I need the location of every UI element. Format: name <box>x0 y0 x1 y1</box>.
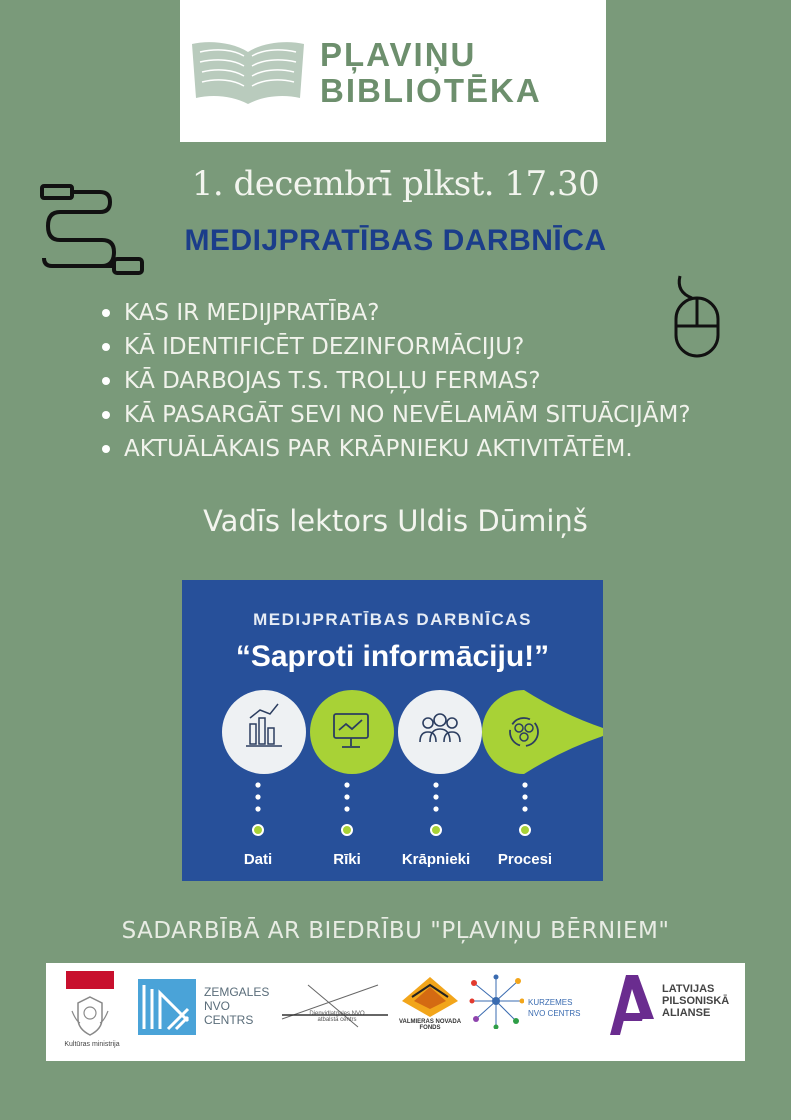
open-book-icon <box>188 38 308 108</box>
valmieras-logo-icon <box>400 975 460 1019</box>
banner-subtitle: MEDIJPRATĪBAS DARBNĪCAS <box>253 610 532 629</box>
partners-heading: SADARBĪBĀ AR BIEDRĪBU "PĻAVIŅU BĒRNIEM" <box>121 918 670 944</box>
category-label-krapnieki: Krāpnieki <box>401 851 471 868</box>
alianse-logo-icon <box>608 975 656 1037</box>
alianse-text: LATVIJAS PILSONISKĀ ALIANSE <box>662 983 730 1019</box>
category-label-dati: Dati <box>243 851 273 868</box>
flag-icon <box>66 971 114 989</box>
list-item: KĀ IDENTIFICĒT DEZINFORMĀCIJU? <box>100 330 780 364</box>
workshop-banner <box>182 580 603 881</box>
kurzemes-logo-icon <box>468 973 524 1029</box>
kultura-text: Kultūras ministrija <box>64 1041 120 1048</box>
valmieras-text: VALMIERAS NOVADA FONDS <box>398 1019 462 1031</box>
partners-logos <box>46 963 745 1061</box>
kurzemes-text: KURZEMES NVO CENTRS <box>528 998 581 1018</box>
topics-list <box>100 296 780 466</box>
people-icon <box>398 690 482 774</box>
banner-title: “Saproti informāciju!” <box>235 640 550 673</box>
list-item: KAS IR MEDIJPRATĪBA? <box>100 296 780 330</box>
process-cycle-icon <box>482 690 603 774</box>
workshop-title: MEDIJPRATĪBAS DARBNĪCA <box>184 224 607 257</box>
zemgales-logo-icon <box>138 979 196 1035</box>
monitor-icon <box>310 690 394 774</box>
zemgales-text: ZEMGALES NVO CENTRS <box>204 985 270 1027</box>
kultura-ministrija-logo <box>64 971 120 1053</box>
logo-text-line1: PĻAVIŅU <box>320 36 477 73</box>
category-label-procesi: Procesi <box>497 851 553 868</box>
list-item: KĀ DARBOJAS T.S. TROĻĻU FERMAS? <box>100 364 780 398</box>
list-item: AKTUĀLĀKAIS PAR KRĀPNIEKU AKTIVITĀTĒM. <box>100 432 780 466</box>
event-date-time: 1. decembrī plkst. 17.30 <box>191 164 600 204</box>
dienvidlatgales-text: Dienvidlatgales NVO atbalsta centrs <box>309 1011 365 1023</box>
bar-chart-icon <box>222 690 306 774</box>
lecturer-line: Vadīs lektors Uldis Dūmiņš <box>203 504 588 538</box>
library-logo <box>180 0 606 142</box>
logo-text-line2: BIBLIOTĒKA <box>320 72 542 109</box>
list-item: KĀ PASARGĀT SEVI NO NEVĒLAMĀM SITUĀCIJĀM? <box>100 398 780 432</box>
category-label-riki: Rīki <box>333 851 361 868</box>
coat-of-arms-icon <box>70 993 110 1037</box>
